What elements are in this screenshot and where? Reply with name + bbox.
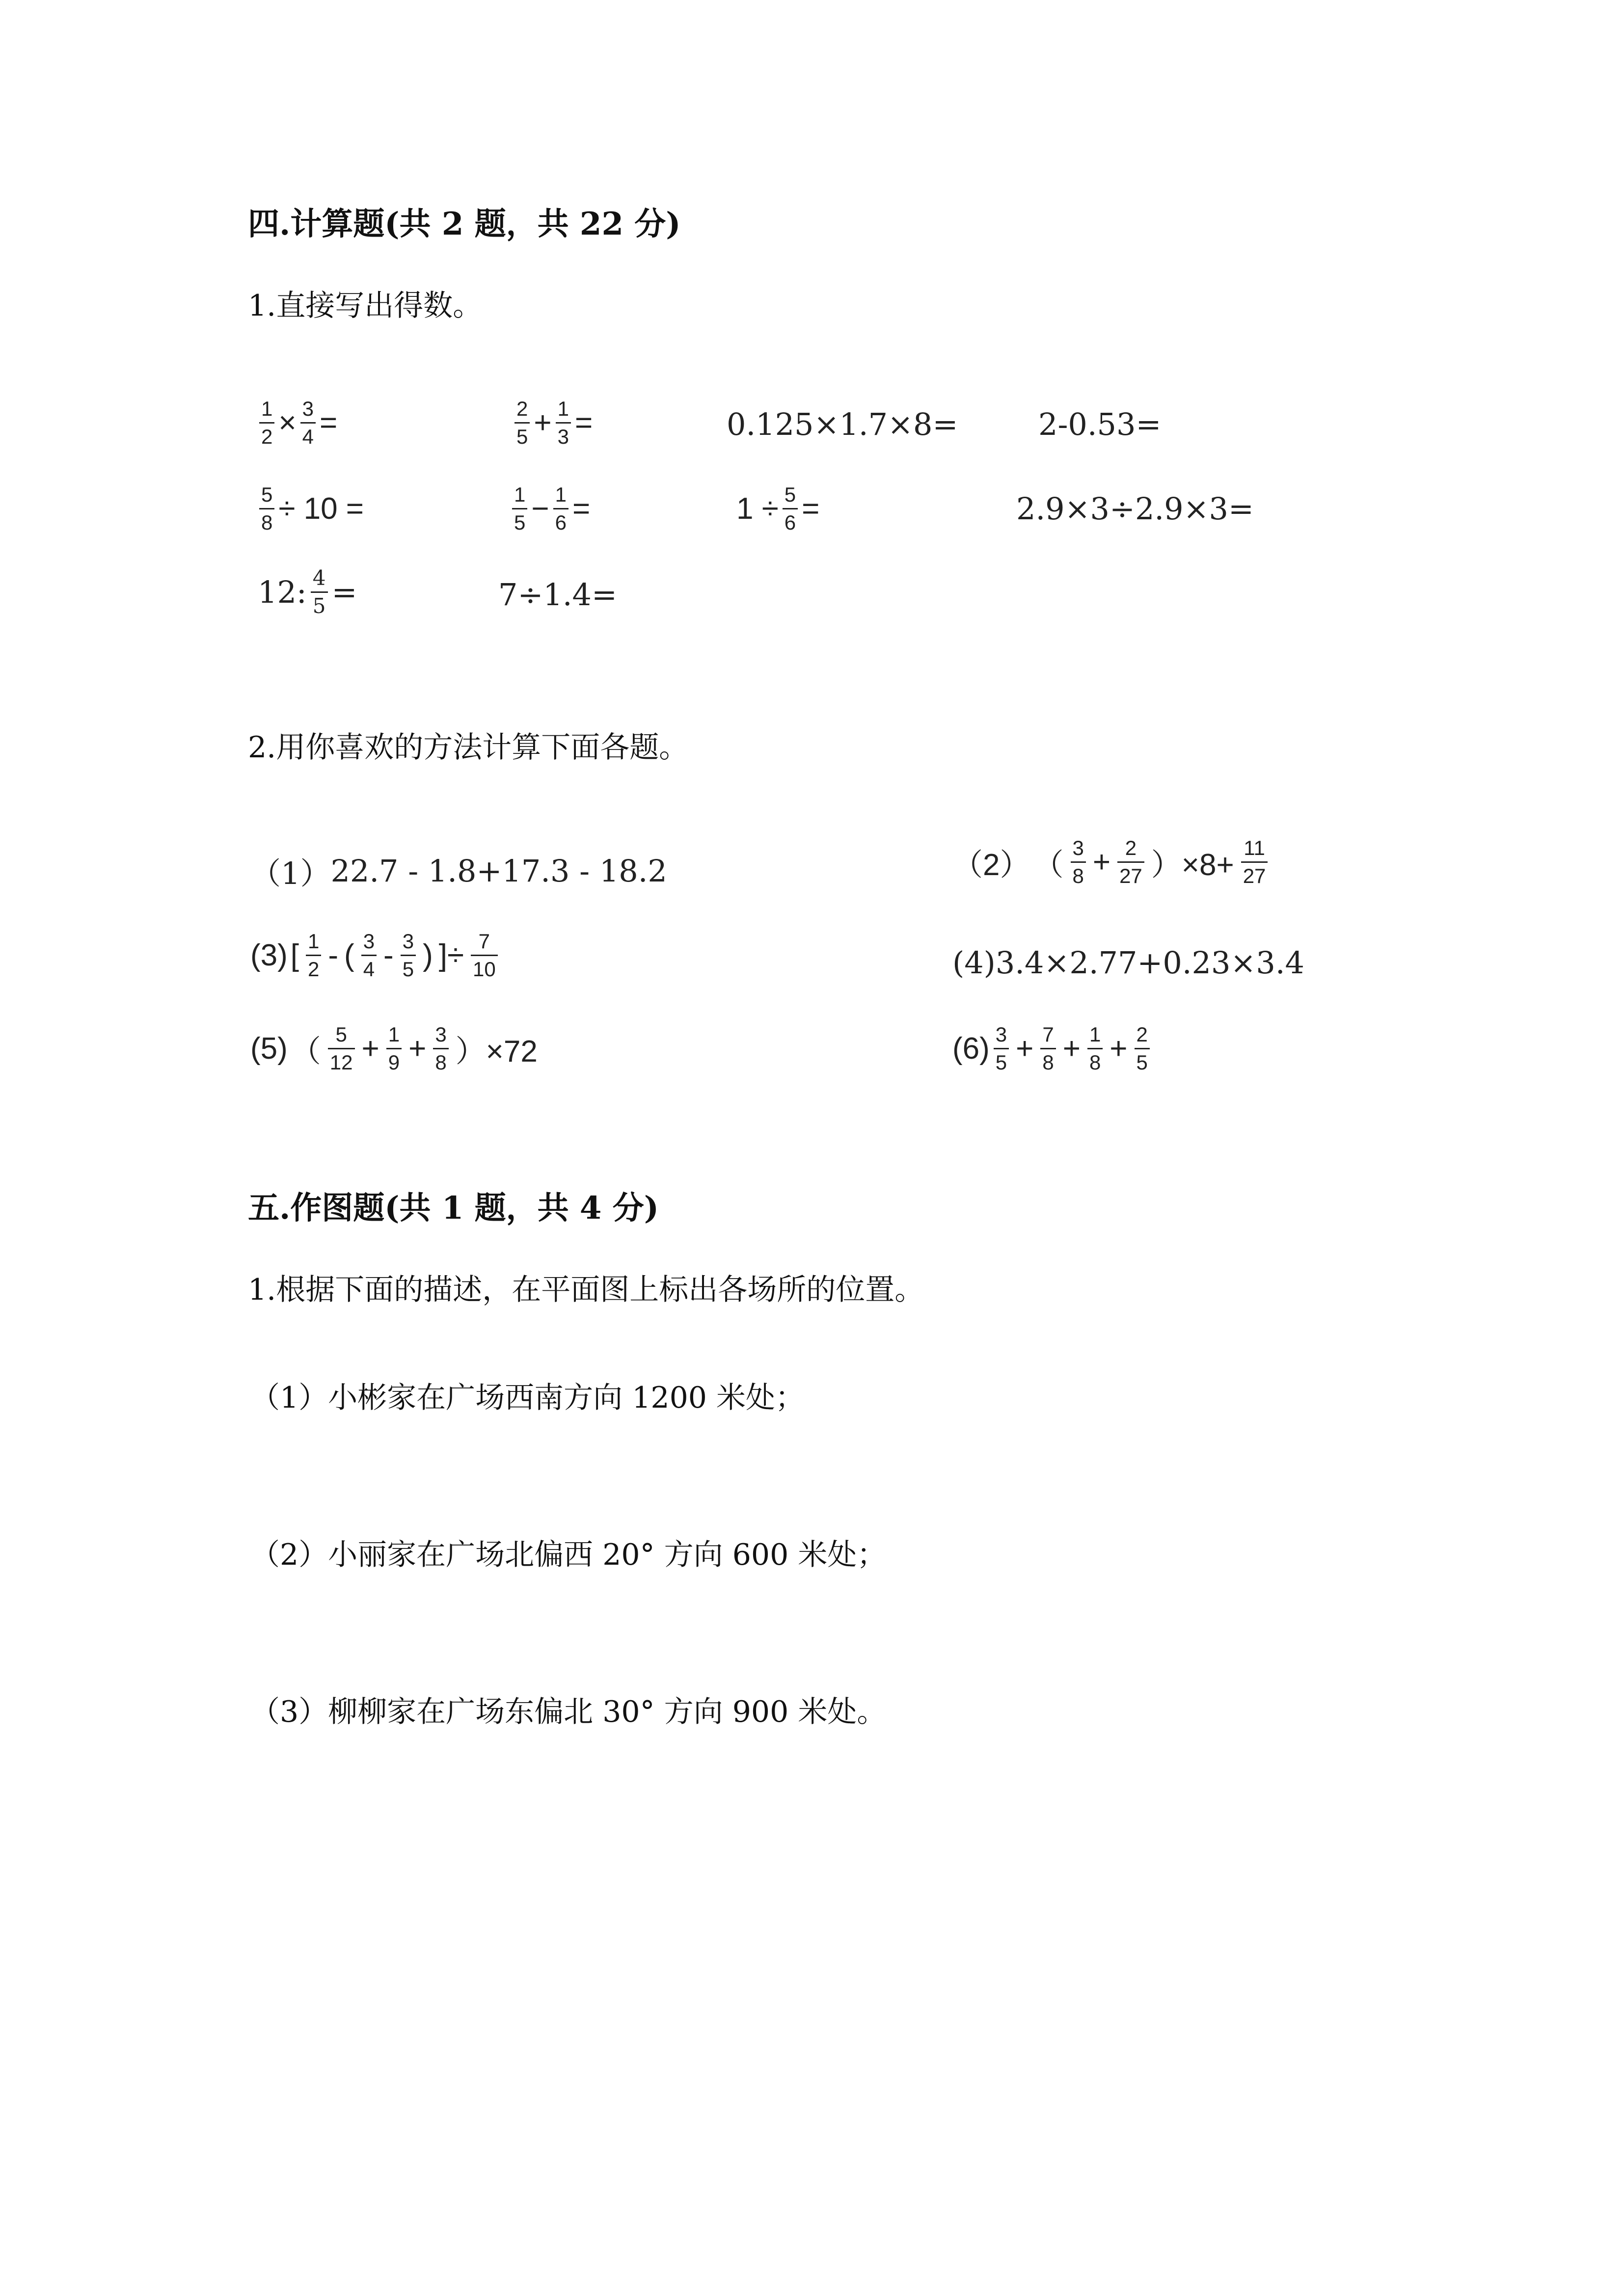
question-1-prompt: 1.直接写出得数。 [248, 289, 483, 323]
problem-3: (3) [ $\frac{1}{2}$ - ( $\frac{3}{4}$ - $\frac{3}{5}$ ) ]÷ $\frac{7}{10}$ [250, 930, 502, 981]
expr-6: $\frac{1}{5}$ − $\frac{1}{6}$ = [508, 483, 590, 534]
problem-2: （2） （ $\frac{3}{8}$ + $\frac{2}{27}$ ）×8+ $\frac{11}{27}$ [952, 837, 1272, 887]
expr-8: 2.9×3÷2.9×3= [1016, 491, 1254, 527]
fraction: $\frac{1}{2}$ [259, 398, 274, 448]
description-item-3: （3）柳柳家在广场东偏北 30° 方向 900 米处。 [250, 1695, 887, 1729]
section-5-title: 五.作图题(共 1 题，共 4 分) [248, 1190, 659, 1227]
problem-1: （1） 22.7 - 1.8+17.3 - 18.2 [250, 853, 667, 891]
section-5-question-prompt: 1.根据下面的描述，在平面图上标出各场所的位置。 [248, 1273, 924, 1307]
problem-5: (5) （ $\frac{5}{12}$ + $\frac{1}{9}$ + $\frac{3}{8}$ ）×72 [250, 1023, 538, 1074]
expr-2: $\frac{2}{5}$ + $\frac{1}{3}$ = [511, 398, 593, 448]
expr-1: $\frac{1}{2}$ × $\frac{3}{4}$ = [255, 398, 337, 448]
problem-6: (6) $\frac{3}{5}$ + $\frac{7}{8}$ + $\frac{1}{8}$ + $\frac{2}{5}$ [952, 1023, 1154, 1074]
problem-4: (4) 3.4×2.77+0.23×3.4 [952, 945, 1304, 981]
expr-7: 1 ÷ $\frac{5}{6}$ = [736, 483, 820, 534]
expr-4: 2-0.53= [1038, 406, 1162, 442]
question-2-prompt: 2.用你喜欢的方法计算下面各题。 [248, 730, 689, 765]
description-item-2: （2）小丽家在广场北偏西 20° 方向 600 米处； [250, 1538, 887, 1572]
fraction: $\frac{3}{4}$ [300, 398, 316, 448]
section-4-title: 四.计算题(共 2 题，共 22 分) [248, 206, 681, 242]
expr-10: 7÷1.4= [498, 577, 617, 613]
expr-9: 12: $\frac{4}{5}$ = [258, 566, 357, 618]
expr-5: $\frac{5}{8}$ ÷ 10 = [255, 483, 364, 534]
description-item-1: （1）小彬家在广场西南方向 1200 米处； [250, 1381, 805, 1415]
expr-3: 0.125×1.7×8= [727, 406, 958, 442]
